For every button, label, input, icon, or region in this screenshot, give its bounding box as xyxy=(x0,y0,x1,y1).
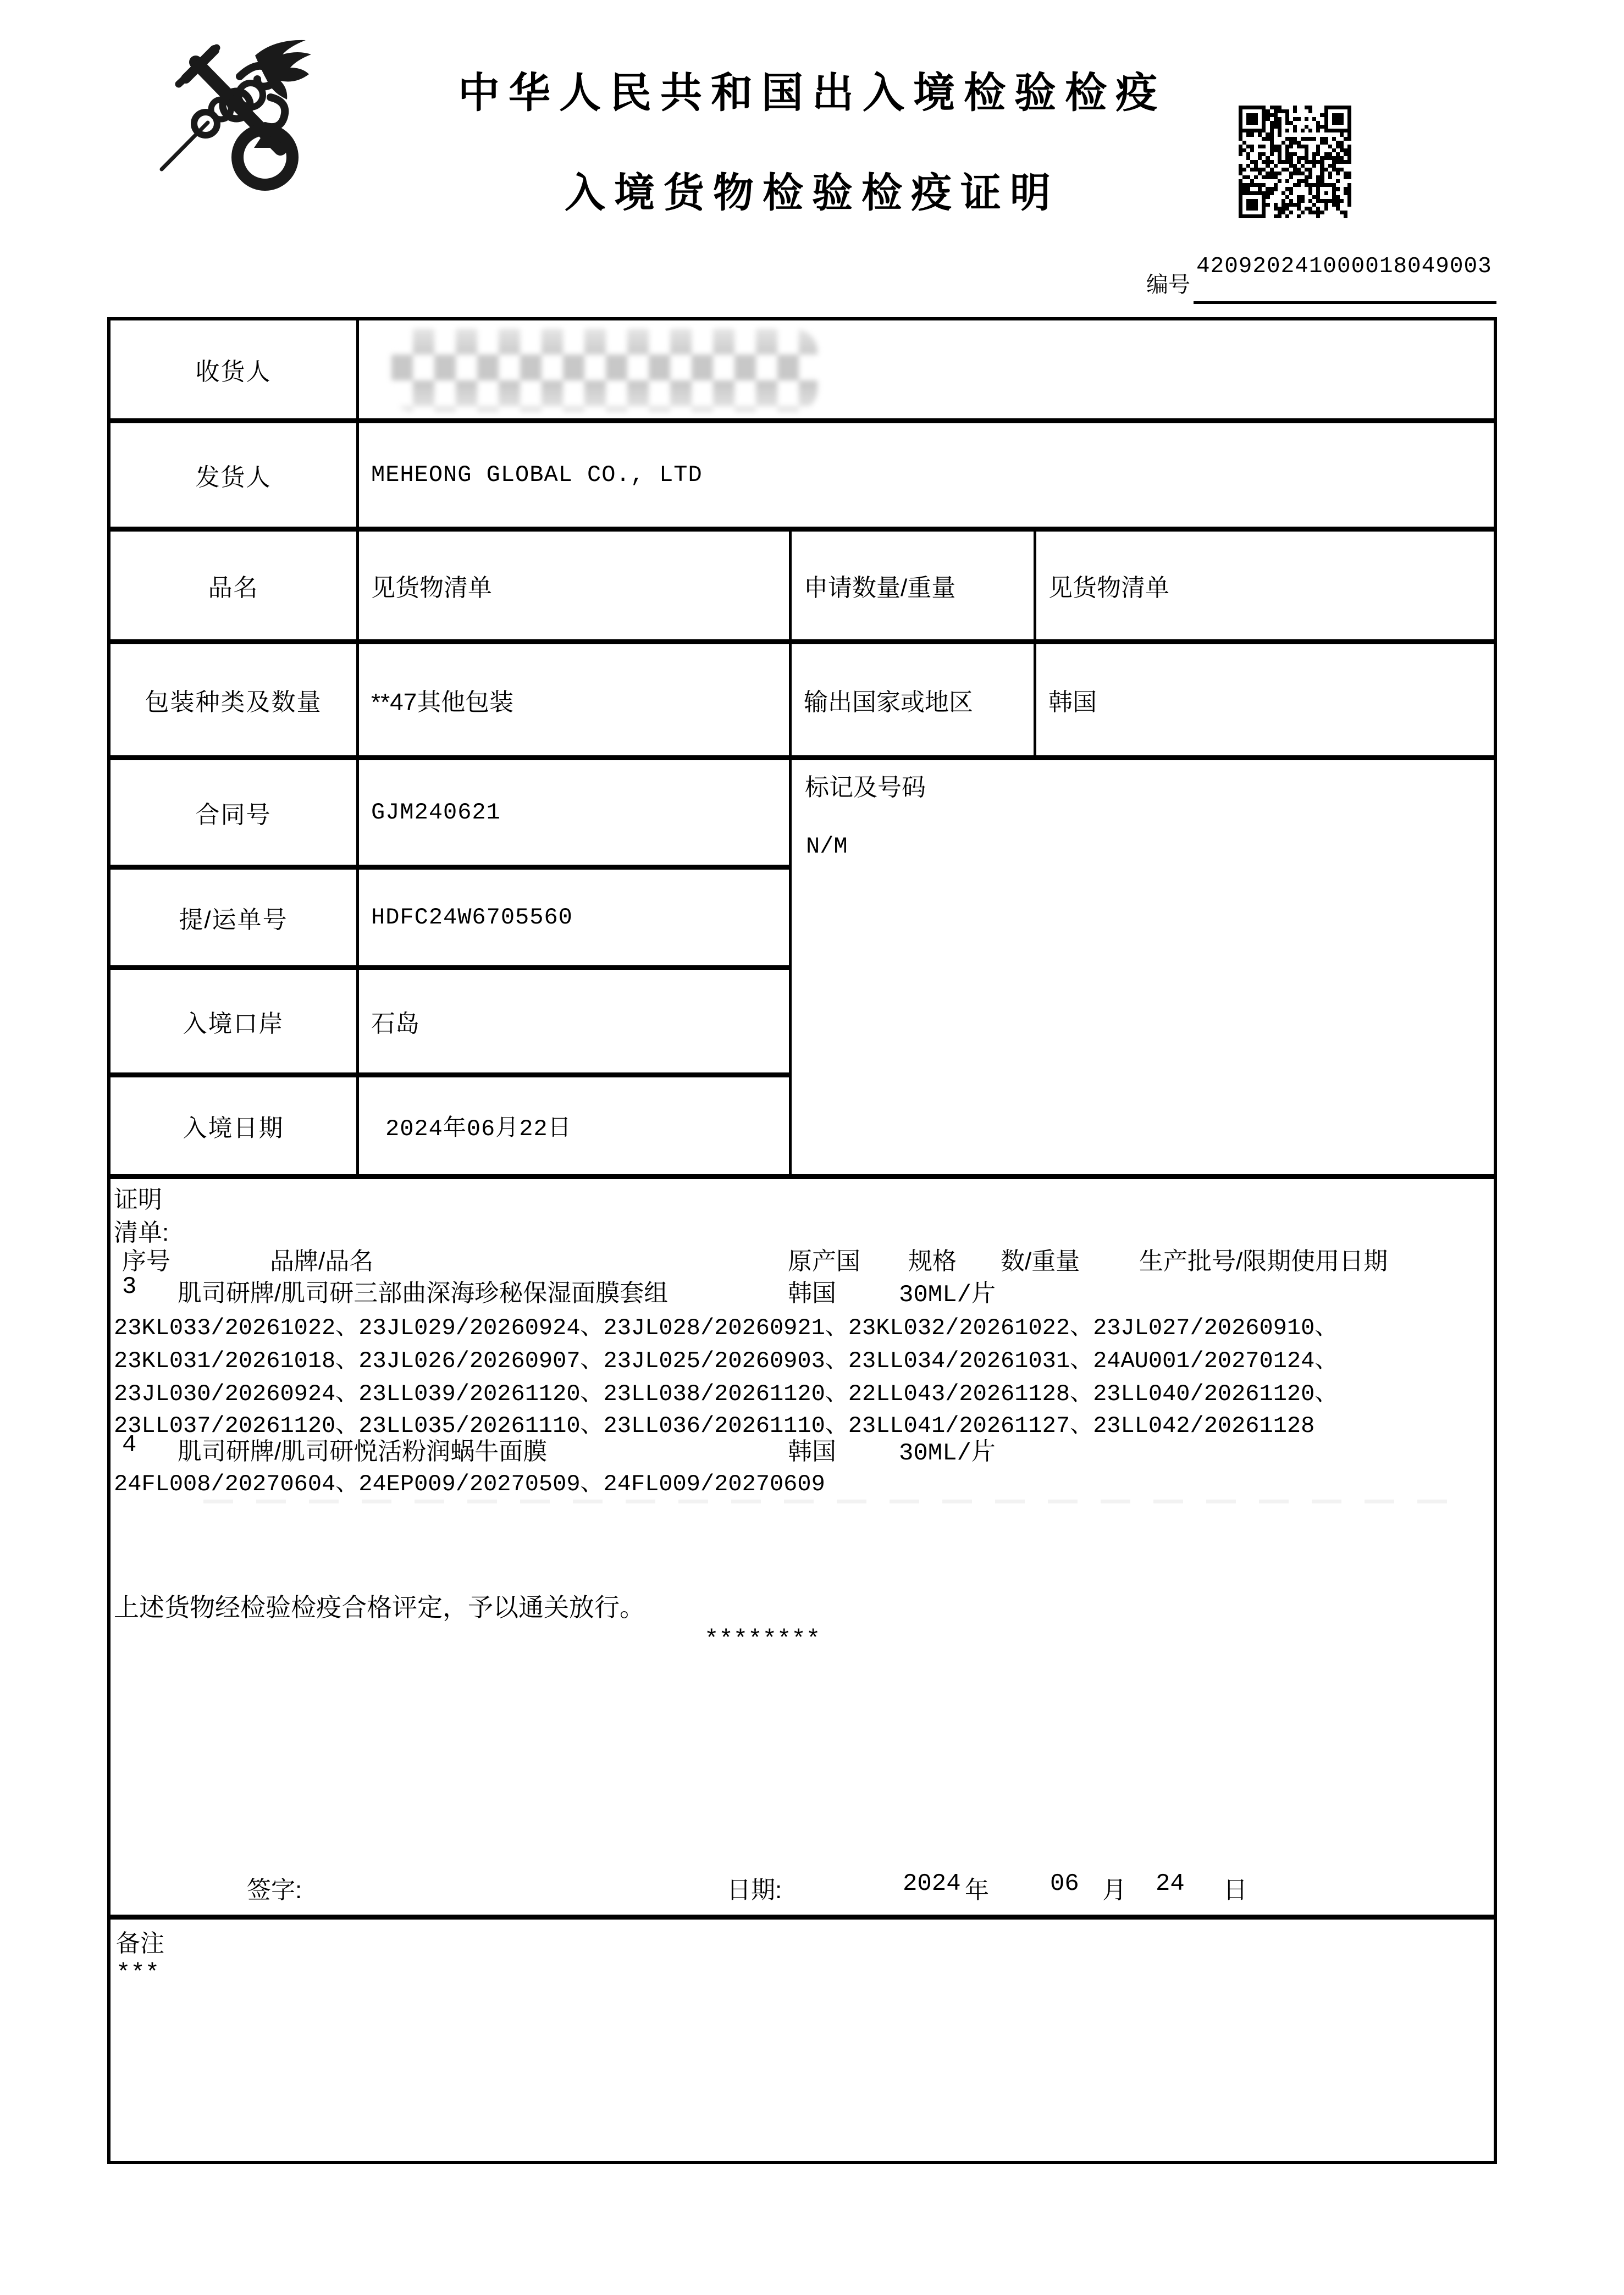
consignor-value: MEHEONG GLOBAL CO., LTD xyxy=(371,462,703,488)
batch-line: 24FL008/20270604、24EP009/20270509、24FL009/20270609 xyxy=(114,1471,825,1497)
qr-code xyxy=(1239,106,1351,218)
date-month: 06 xyxy=(1050,1870,1079,1898)
col-qty: 数/重量 xyxy=(1001,1248,1080,1275)
consignor-label: 发货人 xyxy=(195,464,272,491)
date-year-unit: 年 xyxy=(965,1877,989,1904)
number-label: 编号 xyxy=(1146,273,1190,297)
col-name: 品牌/品名 xyxy=(270,1248,374,1275)
col-batch: 生产批号/限期使用日期 xyxy=(1139,1248,1388,1275)
packaging-label: 包装种类及数量 xyxy=(145,689,322,716)
batch-line: 23LL037/20261120、23LL035/20261110、23LL036/20261110、23LL041/20261127、23LL042/20261128 xyxy=(114,1413,1315,1439)
sign-label: 签字: xyxy=(247,1877,302,1904)
remarks-value: *** xyxy=(116,1960,160,1987)
entry-port-label: 入境口岸 xyxy=(183,1010,284,1037)
batch-line: 23KL033/20261022、23JL029/20260924、23JL028/20260921、23KL032/20261022、23JL027/20260910、 xyxy=(114,1315,1338,1341)
section-label: 证明 xyxy=(114,1186,162,1213)
col-origin: 原产国 xyxy=(788,1248,860,1275)
date-month-unit: 月 xyxy=(1102,1877,1126,1904)
batch-line: 23KL031/20261018、23JL026/20260907、23JL025/20260903、23LL034/20261031、24AU001/20270124、 xyxy=(114,1348,1338,1374)
date-day: 24 xyxy=(1156,1870,1185,1898)
entry-port-value: 石岛 xyxy=(371,1010,419,1037)
col-seq: 序号 xyxy=(122,1248,170,1275)
quantity-label: 申请数量/重量 xyxy=(804,574,956,601)
date-day-unit: 日 xyxy=(1223,1877,1247,1904)
item-origin: 韩国 xyxy=(788,1280,836,1307)
number-underline xyxy=(1194,301,1496,304)
item-spec: 30ML/片 xyxy=(899,1440,996,1467)
stars-text: ******** xyxy=(704,1626,821,1653)
entry-date-label: 入境日期 xyxy=(183,1115,284,1142)
contract-no-label: 合同号 xyxy=(195,801,272,828)
item-seq: 4 xyxy=(122,1431,137,1459)
item-name: 肌司研牌/肌司研三部曲深海珍秘保湿面膜套组 xyxy=(178,1280,669,1307)
item-seq: 3 xyxy=(122,1273,137,1301)
divider xyxy=(107,965,792,970)
date-label: 日期: xyxy=(727,1877,782,1904)
product-label: 品名 xyxy=(208,574,259,601)
remarks-section xyxy=(107,1917,1497,2164)
consignee-label: 收货人 xyxy=(195,358,272,385)
marks-label: 标记及号码 xyxy=(805,774,926,801)
divider xyxy=(107,1072,792,1077)
batch-line: 23JL030/20260924、23LL039/20261120、23LL038/20261120、22LL043/20261128、23LL040/20261120、 xyxy=(114,1381,1338,1407)
divider xyxy=(107,527,1497,532)
bl-no-value: HDFC24W6705560 xyxy=(371,904,573,931)
divider xyxy=(107,865,792,870)
entry-date-value: 2024年06月22日 xyxy=(385,1116,572,1142)
export-country-value: 韩国 xyxy=(1048,689,1097,716)
marks-cell xyxy=(792,757,1494,1174)
item-name: 肌司研牌/肌司研悦活粉润蜗牛面膜 xyxy=(178,1438,548,1465)
consignee-redaction xyxy=(391,329,817,412)
certificate-section xyxy=(107,1176,1497,1917)
col-spec: 规格 xyxy=(908,1248,957,1275)
marks-value: N/M xyxy=(806,833,848,860)
faint-watermark xyxy=(203,1500,1451,1503)
packaging-value: **47其他包装 xyxy=(371,689,514,716)
divider xyxy=(107,418,1497,423)
product-value: 见货物清单 xyxy=(371,574,492,601)
quantity-value: 见货物清单 xyxy=(1048,574,1169,601)
item-origin: 韩国 xyxy=(788,1438,836,1465)
number-value: 420920241000018049003 xyxy=(1196,254,1492,279)
date-year: 2024 xyxy=(903,1870,961,1898)
divider xyxy=(107,639,1497,644)
list-label: 清单: xyxy=(114,1219,169,1246)
bl-no-label: 提/运单号 xyxy=(179,906,288,933)
item-spec: 30ML/片 xyxy=(899,1281,996,1309)
conclusion-text: 上述货物经检验检疫合格评定，予以通关放行。 xyxy=(114,1593,645,1622)
export-country-label: 输出国家或地区 xyxy=(804,689,973,716)
page-title: 中华人民共和国出入境检验检疫 xyxy=(458,70,1166,117)
contract-no-value: GJM240621 xyxy=(371,799,501,826)
remarks-label: 备注 xyxy=(116,1930,164,1957)
page-subtitle: 入境货物检验检疫证明 xyxy=(565,170,1059,215)
